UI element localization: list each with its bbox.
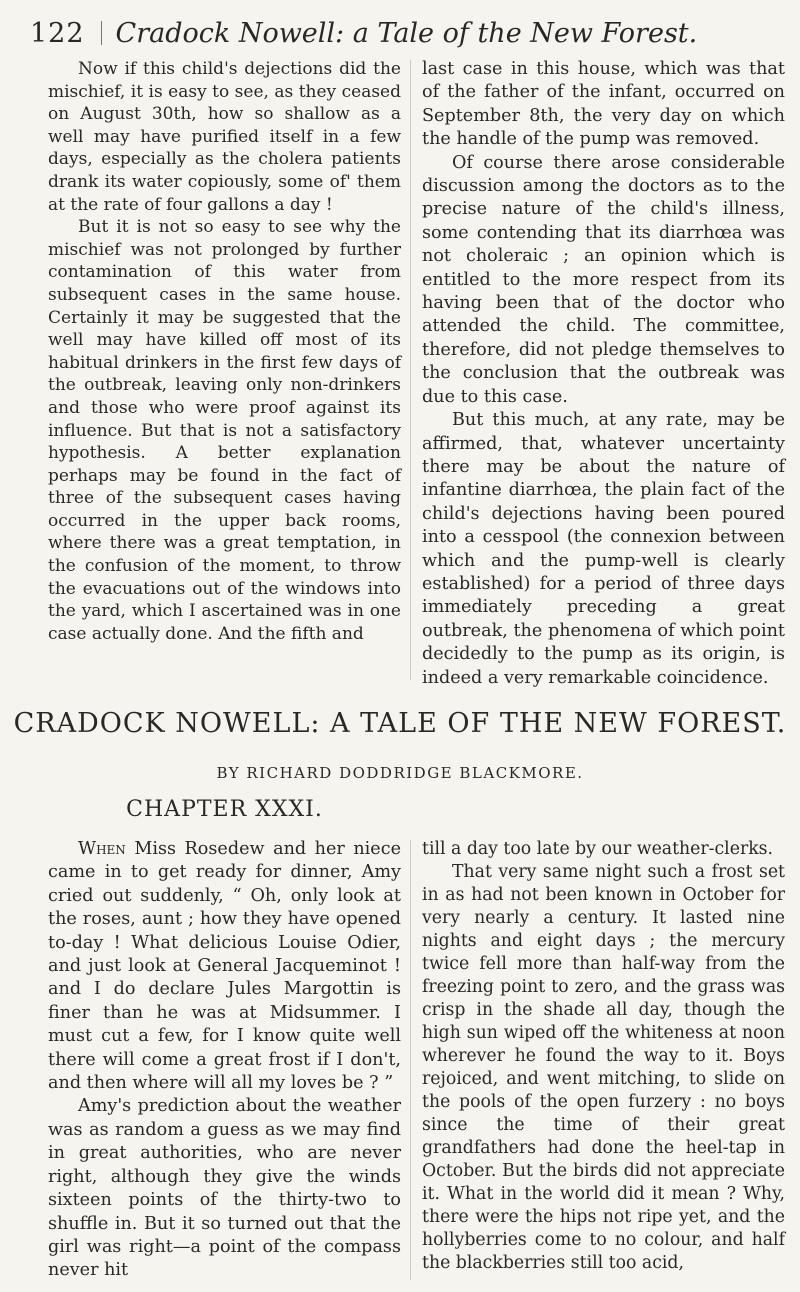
page-number: 122 (30, 18, 85, 49)
article-paragraph: But it is not so easy to see why the mischief was not prolonged by further contamination of this water from subsequent cases in the same house. Certainly it may be suggested that the well may have killed off most of its habitual drinkers in the first few days of the outbreak, leaving only non-drinkers and those who were proof against its influence. But that is not a satisfactory hypothesis. A better explanation perhaps may be found in the fact of three of the subsequent cases having occurred in the upper back rooms, where there was a great temptation, in the confusion of the moment, to throw the evacuations out of the windows into the yard, which I ascertained was in one case actually done. And the fifth and (48, 217, 401, 644)
article-left-column (48, 58, 401, 645)
story-left-column (48, 838, 401, 1283)
article-paragraph: last case in this house, which was that of the father of the infant, occurred on September 8th, the very day on which the handle of the pump was removed. (422, 59, 785, 150)
article-paragraph: But this much, at any rate, may be affirmed, that, whatever uncertainty there may be about the nature of infantine diarrhœa, the plain fact of the child's dejections having been poured into a cesspool (the connexion between which and the pump-well is clearly established) for a period of three days immediately preceding a great outbreak, the phenomena of which point decidedly to the pump as its origin, is indeed a very remarkable coincidence. (422, 410, 785, 688)
column-divider (410, 840, 411, 1280)
story-paragraph: Amy's prediction about the weather was as random a guess as we may find in great authorities, who are never right, although they give the winds sixteen points of the thirty-two to shuffle in. But it so turned out that the girl was right—a point of the compass never hit (48, 1096, 401, 1281)
running-title: Cradock Nowell: a Tale of the New Forest. (115, 18, 698, 49)
opening-word: When (78, 839, 126, 859)
running-header (30, 14, 790, 54)
story-heading: CRADOCK NOWELL: A TALE OF THE NEW FOREST. (13, 708, 787, 739)
story-paragraph (48, 838, 401, 1095)
story-paragraph: till a day too late by our weather-clerks. (422, 839, 774, 859)
story-byline: BY RICHARD DODDRIDGE BLACKMORE. (216, 764, 584, 782)
paragraph-text: Miss Rosedew and her niece came in to get ready for dinner, Amy cried out suddenly, “ Oh, only look at the roses, aunt ; how they have opened to-day ! What delicious Louise Odier, and just look at General Jacqueminot ! and I do declare Jules Margottin is finer than he was at Midsummer. I must cut a few, for I know quite well there will come a great frost if I don't, and then where will all my loves be ? ” (48, 839, 401, 1094)
column-divider (410, 60, 411, 680)
article-paragraph: Of course there arose considerable discussion among the doctors as to the precise nature of the child's illness, some contending that its diarrhœa was not choleraic ; an opinion which is entitled to the more respect from its having been that of the doctor who attended the child. The committee, therefore, did not pledge themselves to the conclusion that the outbreak was due to this case. (422, 152, 785, 407)
chapter-title: CHAPTER XXXI. (126, 797, 323, 822)
story-right-column (422, 838, 785, 1275)
header-divider (101, 21, 102, 45)
story-paragraph: That very same night such a frost set in as had not been known in October for very nearly a century. It lasted nine nights and eight days ; the mercury twice fell more than half-way from the freezing point to zero, and the grass was crisp in the shade all day, though the high sun wiped off the whiteness at noon wherever he found the way to it. Boys rejoiced, and went mitching, to slide on the pools of the open furzery : no boys since the time of their great grandfathers had done the heel-tap in October. But the birds did not appreciate it. What in the world did it mean ? Why, there were the hips not ripe yet, and the hollyberries come to no colour, and half the blackberries still too acid, (422, 862, 785, 1273)
article-right-column (422, 58, 785, 690)
article-paragraph: Now if this child's dejections did the mischief, it is easy to see, as they ceased on August 30th, how so shallow as a well may have purified itself in a few days, especially as the cholera patients drank its water copiously, some of' them at the rate of four gallons a day ! (48, 59, 401, 215)
